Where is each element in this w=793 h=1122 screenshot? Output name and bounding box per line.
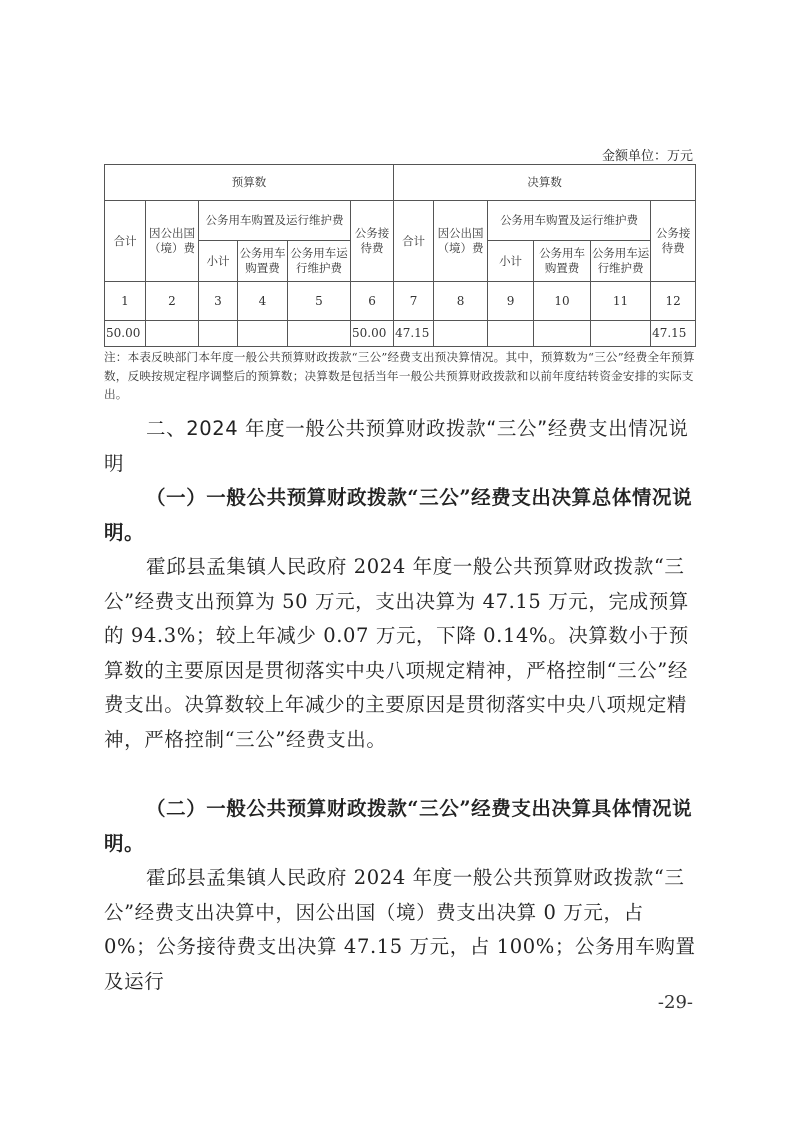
col-number: 2 [146,282,199,321]
value-cell: 50.00 [105,321,146,347]
value-cell [534,321,591,347]
page-number: -29- [657,992,693,1013]
value-cell [199,321,238,347]
col-number: 6 [351,282,394,321]
value-cell [591,321,651,347]
col-number: 11 [591,282,651,321]
col-number: 10 [534,282,591,321]
value-row [105,321,696,347]
final-header: 决算数 [394,165,696,201]
subsection-1-title: （一）一般公共预算财政拨款“三公”经费支出决算总体情况说明。 [104,486,693,544]
column-number-row [105,282,696,321]
value-cell [238,321,288,347]
col-abroad: 因公出国（境）费 [434,201,488,282]
value-cell [488,321,534,347]
col-number: 9 [488,282,534,321]
col-number: 12 [651,282,696,321]
col-vehicle-maint: 公务用车运行维护费 [288,241,351,282]
value-cell [434,321,488,347]
col-reception: 公务接待费 [351,201,394,282]
unit-label: 金额单位：万元 [601,149,693,164]
budget-header: 预算数 [105,165,394,201]
value-cell [288,321,351,347]
col-number: 7 [394,282,434,321]
subsection-2-body: 霍邱县孟集镇人民政府 2024 年度一般公共预算财政拨款“三公”经费支出决算中，因公出国（境）费支出决算 0 万元，占 0%；公务接待费支出决算 47.15 万元，占 100%；公务用车购置及运行 [104,866,696,993]
col-abroad: 因公出国（境）费 [146,201,199,282]
col-subtotal: 小计 [488,241,534,282]
col-vehicle-purchase: 公务用车购置费 [534,241,591,282]
three-public-expense-table [104,164,696,347]
col-vehicle-purchase: 公务用车购置费 [238,241,288,282]
col-number: 8 [434,282,488,321]
col-reception: 公务接待费 [651,201,696,282]
col-vehicle: 公务用车购置及运行维护费 [199,201,351,241]
value-cell: 50.00 [351,321,394,347]
col-total: 合计 [394,201,434,282]
col-number: 1 [105,282,146,321]
subsection-1-body: 霍邱县孟集镇人民政府 2024 年度一般公共预算财政拨款“三公”经费支出预算为 50 万元，支出决算为 47.15 万元，完成预算的 94.3%；较上年减少 0.07 万元，下降 0.14%。决算数小于预算数的主要原因是贯彻落实中央八项规定精神，严格控制“三公”经费支出。决算数较上年减少的主要原因是贯彻落实中央八项规定精神，严格控制“三公”经费支出。 [104,555,689,751]
col-vehicle-maint: 公务用车运行维护费 [591,241,651,282]
col-subtotal: 小计 [199,241,238,282]
value-cell [146,321,199,347]
col-vehicle: 公务用车购置及运行维护费 [488,201,651,241]
col-number: 3 [199,282,238,321]
section-title: 二、2024 年度一般公共预算财政拨款“三公”经费支出情况说明 [104,417,689,475]
value-cell: 47.15 [394,321,434,347]
table-note: 注：本表反映部门本年度一般公共预算财政拨款“三公”经费支出预决算情况。其中，预算数为“三公”经费全年预算数，反映按规定程序调整后的预算数；决算数是包括当年一般公共预算财政拨款和以前年度结转资金安排的实际支出。 [104,350,695,401]
value-cell: 47.15 [651,321,696,347]
col-number: 4 [238,282,288,321]
col-number: 5 [288,282,351,321]
subsection-2-title: （二）一般公共预算财政拨款“三公”经费支出决算具体情况说明。 [104,797,693,855]
col-total: 合计 [105,201,146,282]
